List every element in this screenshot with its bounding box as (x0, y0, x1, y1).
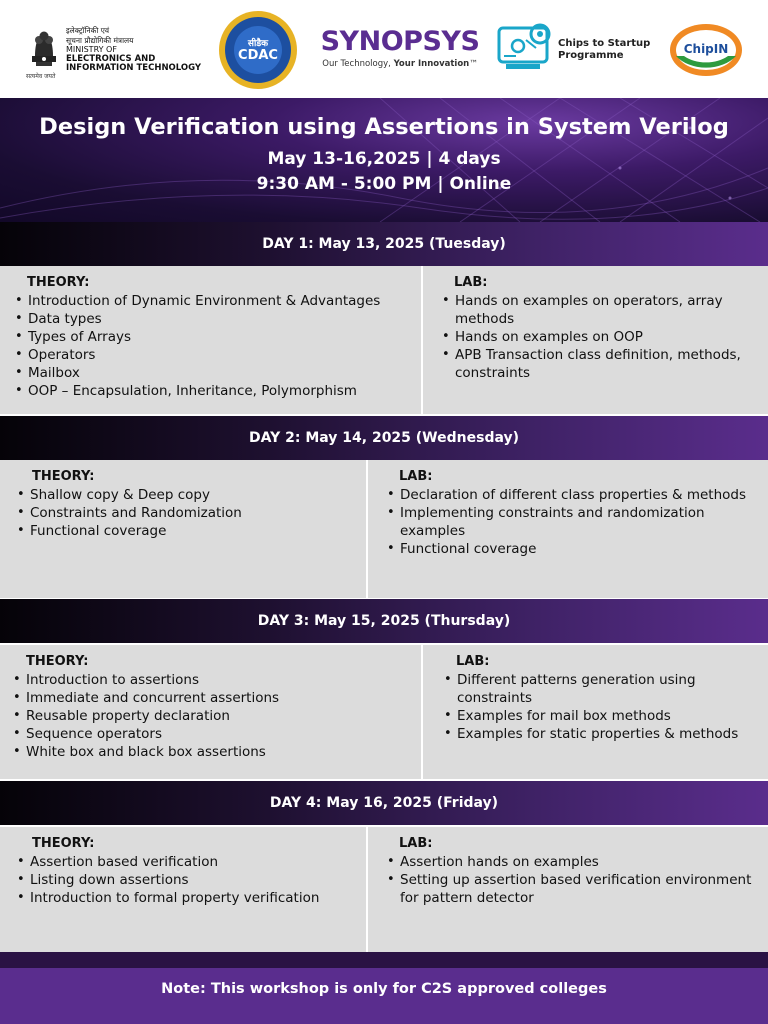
synopsys-tagline-plain: Our Technology, (322, 59, 394, 69)
c2s-chip-gear-icon (496, 20, 558, 76)
day-2-lab-title: LAB: (399, 469, 433, 484)
day-2-lab-list (384, 486, 754, 558)
list-item: • OOP – Encapsulation, Inheritance, Polymorphism (12, 382, 421, 400)
c2s-label (558, 38, 654, 62)
day-3-lab (421, 645, 768, 779)
list-item: • Assertion hands on examples (384, 853, 766, 871)
synopsys-logo (320, 26, 480, 76)
cdac-logo (216, 10, 300, 90)
day-3-theory-title: THEORY: (26, 654, 89, 669)
day-1-theory-title: THEORY: (27, 275, 90, 290)
meity-logo (26, 22, 211, 80)
day-3-theory-list (10, 671, 421, 761)
workshop-dates: May 13-16,2025 | 4 days (267, 149, 501, 169)
list-item: • Setting up assertion based verification environment for pattern detector (384, 871, 766, 907)
day-2-heading: DAY 2: May 14, 2025 (Wednesday) (0, 416, 768, 460)
list-item: • Functional coverage (14, 522, 366, 540)
meity-hindi-line1: इलेक्ट्रॉनिकी एवं (66, 26, 110, 35)
day-4-theory (0, 827, 366, 952)
day-2-lab (366, 460, 768, 598)
meity-motto: सत्यमेव जयते (26, 73, 56, 80)
list-item: • Declaration of different class properties & methods (384, 486, 754, 504)
c2s-logo (496, 20, 656, 76)
synopsys-name: SYNOPSYS (320, 26, 480, 57)
day-4-body (0, 827, 768, 952)
day-3-lab-title: LAB: (456, 654, 490, 669)
day-3-heading: DAY 3: May 15, 2025 (Thursday) (0, 599, 768, 643)
day-1-theory (0, 266, 421, 414)
list-item: • Introduction to assertions (10, 671, 421, 689)
meity-hindi-line2: सूचना प्रौद्योगिकी मंत्रालय (66, 35, 134, 45)
list-item: • Hands on examples on operators, array methods (439, 292, 760, 328)
list-item: • Functional coverage (384, 540, 754, 558)
page-title: Design Verification using Assertions in System Verilog (39, 114, 729, 140)
logo-bar (0, 0, 768, 98)
day-1-lab (421, 266, 768, 414)
list-item: • Types of Arrays (12, 328, 421, 346)
day-1-body (0, 266, 768, 414)
list-item: • Introduction to formal property verification (14, 889, 366, 907)
list-item: • Reusable property declaration (10, 707, 421, 725)
synopsys-tm: ™ (469, 59, 478, 69)
list-item: • Mailbox (12, 364, 421, 382)
day-4-lab (366, 827, 768, 952)
day-1-lab-title: LAB: (454, 275, 488, 290)
day-3-theory (0, 645, 421, 779)
day-3-lab-list (441, 671, 760, 743)
day-4-lab-title: LAB: (399, 836, 433, 851)
list-item: • Implementing constraints and randomization examples (384, 504, 754, 540)
c2s-label-line1: Chips to Startup (558, 38, 651, 49)
list-item: • Constraints and Randomization (14, 504, 366, 522)
footer-note: Note: This workshop is only for C2S approved colleges (0, 968, 768, 1024)
chipin-name: ChipIN (683, 42, 729, 56)
day-4-theory-list (14, 853, 366, 907)
synopsys-tagline-bold: Your Innovation (393, 59, 470, 69)
list-item: • Operators (12, 346, 421, 364)
day-4-theory-title: THEORY: (32, 836, 95, 851)
meity-en-line3: INFORMATION TECHNOLOGY (66, 63, 202, 73)
meity-en-line2: ELECTRONICS AND (66, 53, 156, 64)
list-item: • Hands on examples on OOP (439, 328, 760, 346)
day-2-theory (0, 460, 366, 598)
day-1-heading: DAY 1: May 13, 2025 (Tuesday) (0, 222, 768, 266)
day-1-theory-list (12, 292, 421, 400)
list-item: • Examples for static properties & methods (441, 725, 760, 743)
day-3-body (0, 645, 768, 779)
c2s-label-line2: Programme (558, 50, 624, 61)
list-item: • White box and black box assertions (10, 743, 421, 761)
list-item: • Shallow copy & Deep copy (14, 486, 366, 504)
day-2-theory-list (14, 486, 366, 540)
chipin-logo (668, 22, 744, 78)
list-item: • Data types (12, 310, 421, 328)
footer-divider (0, 952, 768, 968)
day-4-lab-list (384, 853, 766, 907)
synopsys-tagline (320, 59, 480, 69)
cdac-name: CDAC (238, 48, 278, 63)
day-2-body (0, 460, 768, 598)
day-4-heading: DAY 4: May 16, 2025 (Friday) (0, 781, 768, 825)
list-item: • Different patterns generation using constraints (441, 671, 760, 707)
list-item: • Listing down assertions (14, 871, 366, 889)
meity-en-line1: MINISTRY OF (66, 45, 117, 54)
list-item: • Assertion based verification (14, 853, 366, 871)
cdac-hindi: सीडैक (247, 39, 269, 49)
day-2-theory-title: THEORY: (32, 469, 95, 484)
list-item: • Examples for mail box methods (441, 707, 760, 725)
list-item: • APB Transaction class definition, methods, constraints (439, 346, 760, 382)
day-1-lab-list (439, 292, 760, 382)
workshop-time: 9:30 AM - 5:00 PM | Online (256, 174, 512, 194)
national-emblem-icon (26, 22, 62, 78)
list-item: • Immediate and concurrent assertions (10, 689, 421, 707)
list-item: • Introduction of Dynamic Environment & Advantages (12, 292, 421, 310)
header-banner (0, 98, 768, 222)
list-item: • Sequence operators (10, 725, 421, 743)
